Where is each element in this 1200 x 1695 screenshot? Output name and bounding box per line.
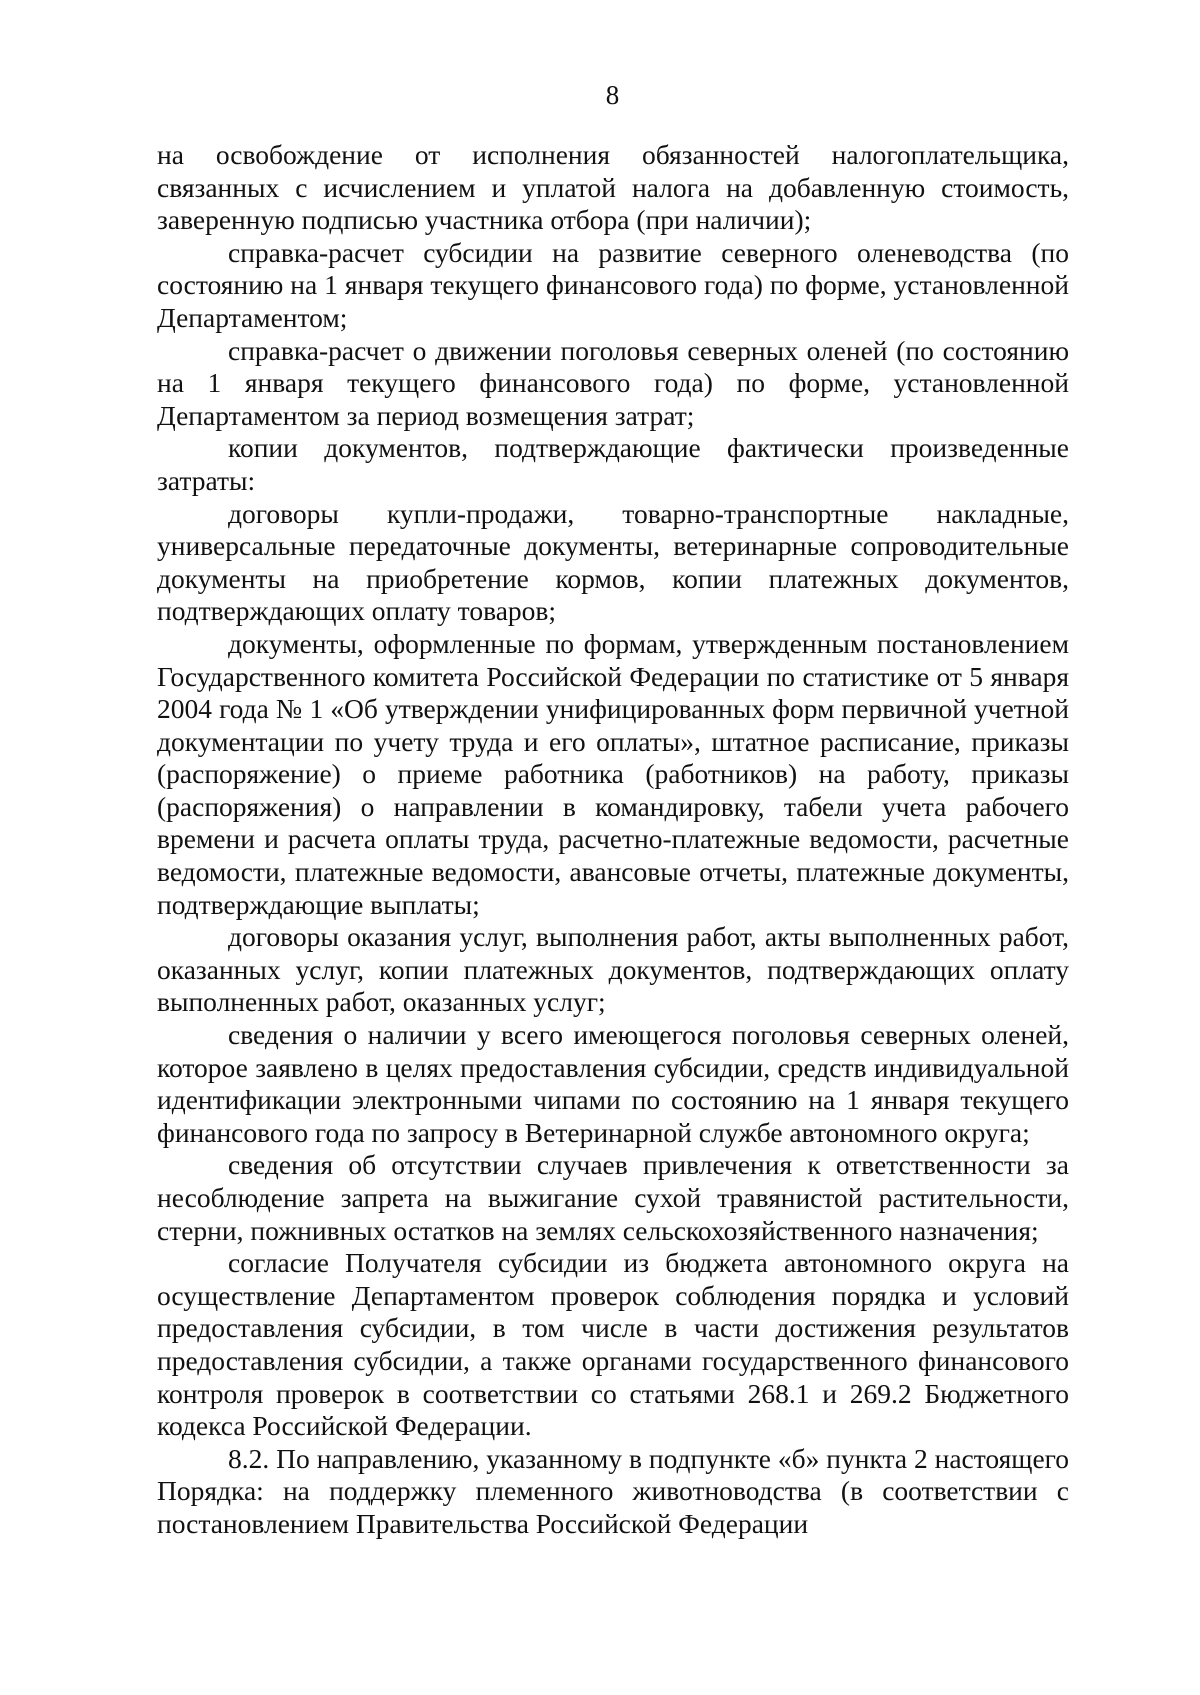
paragraph: копии документов, подтверждающие фактически произведенные затраты:	[157, 432, 1069, 496]
paragraph: справка-расчет о движении поголовья северных оленей (по состоянию на 1 января текущего финансового года) по форме, установленной Департаментом за период возмещения затрат;	[157, 334, 1069, 431]
paragraph: договоры купли-продажи, товарно-транспортные накладные, универсальные передаточные документы, ветеринарные сопроводительные документы на приобретение кормов, копии платежных документов, подтверждающих оплату товаров;	[157, 497, 1069, 627]
paragraph: согласие Получателя субсидии из бюджета автономного округа на осуществление Департаментом проверок соблюдения порядка и условий предоставления субсидии, в том числе в части достижения результатов предоставления субсидии, а также органами государственного финансового контроля проверок в соответствии со статьями 268.1 и 269.2 Бюджетного кодекса Российской Федерации.	[157, 1247, 1069, 1442]
paragraph: сведения об отсутствии случаев привлечения к ответственности за несоблюдение запрета на выжигание сухой травянистой растительности, стерни, пожнивных остатков на землях сельскохозяйственного назначения;	[157, 1149, 1069, 1246]
page-number: 8	[605, 80, 620, 110]
paragraph-section-8-2: 8.2. По направлению, указанному в подпункте «б» пункта 2 настоящего Порядка: на поддержку племенного животноводства (в соответствии с постановлением Правительства Российской Федерации	[157, 1442, 1069, 1539]
paragraph: справка-расчет субсидии на развитие северного оленеводства (по состоянию на 1 января текущего финансового года) по форме, установленной Департаментом;	[157, 236, 1069, 333]
paragraph: документы, оформленные по формам, утвержденным постановлением Государственного комитета Российской Федерации по статистике от 5 января 2004 года № 1 «Об утверждении унифицированных форм первичной учетной документации по учету труда и его оплаты», штатное расписание, приказы (распоряжение) о приеме работника (работников) на работу, приказы (распоряжения) о направлении в командировку, табели учета рабочего времени и расчета оплаты труда, расчетно-платежные ведомости, расчетные ведомости, платежные ведомости, авансовые отчеты, платежные документы, подтверждающие выплаты;	[157, 627, 1069, 920]
paragraph: сведения о наличии у всего имеющегося поголовья северных оленей, которое заявлено в целях предоставления субсидии, средств индивидуальной идентификации электронными чипами по состоянию на 1 января текущего финансового года по запросу в Ветеринарной службе автономного округа;	[157, 1019, 1069, 1148]
paragraph-continuation: на освобождение от исполнения обязанностей налогоплательщика, связанных с исчислением и уплатой налога на добавленную стоимость, заверенную подписью участника отбора (при наличии);	[157, 139, 1069, 236]
document-body	[157, 139, 1069, 1541]
paragraph: договоры оказания услуг, выполнения работ, акты выполненных работ, оказанных услуг, копии платежных документов, подтверждающих оплату выполненных работ, оказанных услуг;	[157, 921, 1069, 1018]
